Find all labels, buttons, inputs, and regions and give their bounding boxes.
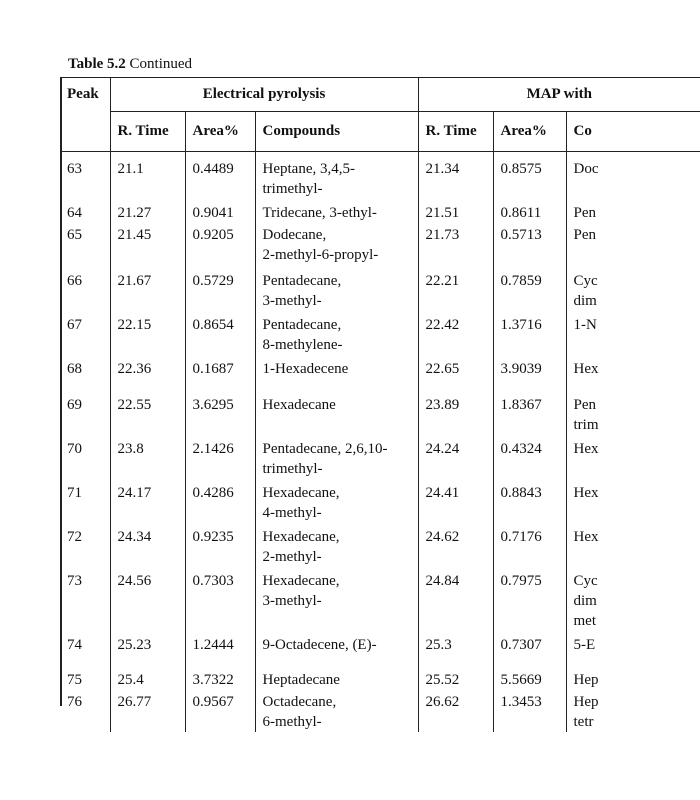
cell-line: Pentadecane, (262, 317, 342, 333)
cell-line: 0.7975 (500, 573, 542, 589)
cell-line: 5-E (573, 637, 596, 653)
cell-line: 21.45 (117, 227, 152, 243)
cell-line: 6-methyl- (262, 714, 322, 730)
cell-area (185, 223, 255, 265)
cell-area (185, 567, 255, 631)
cell-line: met (573, 613, 597, 629)
cell-line: Pen (573, 205, 597, 221)
cell-compound (255, 311, 418, 355)
cell-line: 9-Octadecene, (E)- (262, 637, 377, 653)
cell-compound (255, 223, 418, 265)
cell-line: 5.5669 (500, 672, 542, 688)
cell-line: Heptane, 3,4,5- (262, 161, 355, 177)
cell-area (185, 311, 255, 355)
cell-line: 3.6295 (192, 397, 234, 413)
cell-rtime (110, 567, 185, 631)
cell-line: 68 (67, 361, 82, 377)
cell-compound-2 (566, 152, 700, 200)
cell-line: Hexadecane (262, 397, 336, 413)
cell-line: 26.77 (117, 694, 152, 710)
cell-line: Pentadecane, (262, 273, 342, 289)
cell-peak (60, 631, 110, 655)
cell-peak (60, 690, 110, 732)
cell-compound (255, 152, 418, 200)
cell-compound-2 (566, 223, 700, 265)
cell-rtime-2 (418, 690, 493, 732)
cell-line: 4-methyl- (262, 505, 322, 521)
cell-rtime-2 (418, 435, 493, 479)
table-row (60, 152, 700, 200)
cell-line: 22.55 (117, 397, 152, 413)
cell-line: 24.56 (117, 573, 152, 589)
cell-rtime (110, 355, 185, 379)
cell-line: 0.7307 (500, 637, 542, 653)
cell-line: Heptadecane (262, 672, 340, 688)
cell-line: Dodecane, (262, 227, 327, 243)
cell-line: 22.65 (425, 361, 460, 377)
cell-line: 73 (67, 573, 82, 589)
cell-line: 66 (67, 273, 82, 289)
cell-line: 25.23 (117, 637, 152, 653)
cell-line: 1-Hexadecene (262, 361, 349, 377)
cell-peak (60, 199, 110, 223)
cell-line: 1.3453 (500, 694, 542, 710)
header-group-map: MAP with (418, 78, 700, 112)
cell-line: 1.8367 (500, 397, 542, 413)
table-row (60, 311, 700, 355)
header-compounds: Compounds (255, 112, 418, 152)
cell-line: Hex (573, 485, 599, 501)
cell-line: 24.24 (425, 441, 460, 457)
cell-line: 0.8575 (500, 161, 542, 177)
cell-compound-2 (566, 199, 700, 223)
cell-area-2 (493, 379, 566, 435)
cell-line: 0.9567 (192, 694, 234, 710)
cell-compound (255, 265, 418, 311)
cell-rtime (110, 479, 185, 523)
cell-compound-2 (566, 265, 700, 311)
cell-rtime (110, 523, 185, 567)
cell-rtime (110, 631, 185, 655)
cell-area (185, 655, 255, 690)
table-left-border (60, 77, 62, 706)
cell-area-2 (493, 479, 566, 523)
cell-line: 22.36 (117, 361, 152, 377)
cell-area-2 (493, 355, 566, 379)
cell-line: 67 (67, 317, 82, 333)
cell-compound-2 (566, 435, 700, 479)
cell-line: 0.8654 (192, 317, 234, 333)
cell-area-2 (493, 265, 566, 311)
cell-line: 71 (67, 485, 82, 501)
cell-compound (255, 567, 418, 631)
header-rtime: R. Time (110, 112, 185, 152)
cell-rtime (110, 311, 185, 355)
cell-area-2 (493, 690, 566, 732)
cell-line: 65 (67, 227, 82, 243)
cell-line: 75 (67, 672, 82, 688)
cell-rtime (110, 435, 185, 479)
cell-line: Tridecane, 3-ethyl- (262, 205, 377, 221)
cell-compound (255, 690, 418, 732)
cell-line: 22.42 (425, 317, 460, 333)
cell-line: 26.62 (425, 694, 460, 710)
cell-line: Hexadecane, (262, 573, 340, 589)
cell-line: 2-methyl-6-propyl- (262, 247, 379, 263)
table-body (60, 152, 700, 733)
cell-line: 3-methyl- (262, 293, 322, 309)
cell-line: Pen (573, 397, 597, 413)
cell-line: Doc (573, 161, 599, 177)
cell-line: 22.15 (117, 317, 152, 333)
cell-line: 0.4286 (192, 485, 234, 501)
cell-line: 24.84 (425, 573, 460, 589)
cell-peak (60, 567, 110, 631)
cell-compound-2 (566, 355, 700, 379)
cell-compound (255, 655, 418, 690)
cell-line: trimethyl- (262, 181, 323, 197)
cell-line: dim (573, 593, 597, 609)
cell-compound (255, 631, 418, 655)
cell-line: 0.9235 (192, 529, 234, 545)
cell-line: 0.8843 (500, 485, 542, 501)
cell-line: 0.7176 (500, 529, 542, 545)
cell-line: 22.21 (425, 273, 460, 289)
cell-line: Pen (573, 227, 597, 243)
cell-rtime-2 (418, 567, 493, 631)
cell-line: 24.17 (117, 485, 152, 501)
cell-line: Hep (573, 694, 599, 710)
table-row (60, 523, 700, 567)
cell-line: 64 (67, 205, 82, 221)
cell-area-2 (493, 655, 566, 690)
cell-line: 2.1426 (192, 441, 234, 457)
cell-line: 21.73 (425, 227, 460, 243)
cell-peak (60, 152, 110, 200)
cell-line: 70 (67, 441, 82, 457)
cell-line: 0.5729 (192, 273, 234, 289)
header-area: Area% (185, 112, 255, 152)
cell-area (185, 152, 255, 200)
header-rtime-2: R. Time (418, 112, 493, 152)
cell-compound (255, 479, 418, 523)
cell-area (185, 523, 255, 567)
cell-peak (60, 479, 110, 523)
cell-peak (60, 355, 110, 379)
cell-rtime (110, 223, 185, 265)
cell-rtime-2 (418, 311, 493, 355)
table-row (60, 690, 700, 732)
cell-rtime-2 (418, 355, 493, 379)
cell-line: 21.1 (117, 161, 144, 177)
cell-line: 74 (67, 637, 82, 653)
cell-rtime-2 (418, 152, 493, 200)
cell-area-2 (493, 523, 566, 567)
table-row (60, 435, 700, 479)
table-row (60, 379, 700, 435)
header-compounds-2: Co (566, 112, 700, 152)
cell-line: 21.34 (425, 161, 460, 177)
cell-compound (255, 523, 418, 567)
cell-line: 3.9039 (500, 361, 542, 377)
cell-line: 8-methylene- (262, 337, 343, 353)
cell-area (185, 690, 255, 732)
table-row (60, 567, 700, 631)
cell-line: 0.7303 (192, 573, 234, 589)
cell-peak (60, 379, 110, 435)
cell-line: Hex (573, 441, 599, 457)
cell-line: 1.2444 (192, 637, 234, 653)
cell-line: 0.9205 (192, 227, 234, 243)
cell-line: 21.51 (425, 205, 460, 221)
cell-line: 3-methyl- (262, 593, 322, 609)
cell-rtime (110, 690, 185, 732)
cell-peak (60, 265, 110, 311)
cell-rtime (110, 655, 185, 690)
cell-compound-2 (566, 479, 700, 523)
table-row (60, 479, 700, 523)
cell-peak (60, 311, 110, 355)
cell-rtime (110, 152, 185, 200)
cell-line: 3.7322 (192, 672, 234, 688)
cell-rtime-2 (418, 655, 493, 690)
cell-rtime-2 (418, 379, 493, 435)
cell-line: Hep (573, 672, 599, 688)
cell-rtime-2 (418, 523, 493, 567)
table-label: Table 5.2 (68, 56, 126, 72)
cell-area-2 (493, 631, 566, 655)
cell-line: tetr (573, 714, 594, 730)
cell-area-2 (493, 152, 566, 200)
data-table (60, 77, 700, 732)
cell-area-2 (493, 311, 566, 355)
cell-line: 0.5713 (500, 227, 542, 243)
cell-line: 0.1687 (192, 361, 234, 377)
cell-line: Pentadecane, 2,6,10- (262, 441, 388, 457)
cell-line: 0.7859 (500, 273, 542, 289)
cell-line: 24.34 (117, 529, 152, 545)
cell-line: 2-methyl- (262, 549, 322, 565)
cell-line: 1-N (573, 317, 597, 333)
cell-rtime-2 (418, 265, 493, 311)
cell-rtime-2 (418, 223, 493, 265)
cell-line: 69 (67, 397, 82, 413)
cell-line: trimethyl- (262, 461, 323, 477)
table-caption (68, 56, 192, 73)
cell-peak (60, 655, 110, 690)
cell-area (185, 435, 255, 479)
header-area-2: Area% (493, 112, 566, 152)
cell-area-2 (493, 435, 566, 479)
cell-area (185, 379, 255, 435)
cell-line: 63 (67, 161, 82, 177)
table-row (60, 631, 700, 655)
cell-peak (60, 223, 110, 265)
cell-compound-2 (566, 523, 700, 567)
cell-compound-2 (566, 567, 700, 631)
table-row (60, 355, 700, 379)
table-row (60, 655, 700, 690)
cell-line: 25.3 (425, 637, 452, 653)
table-row (60, 199, 700, 223)
cell-peak (60, 523, 110, 567)
cell-area (185, 479, 255, 523)
cell-line: Octadecane, (262, 694, 337, 710)
cell-compound-2 (566, 379, 700, 435)
cell-line: 0.4324 (500, 441, 542, 457)
cell-compound (255, 435, 418, 479)
cell-spacer (263, 611, 418, 631)
cell-line: trim (573, 417, 599, 433)
cell-line: 21.27 (117, 205, 152, 221)
cell-compound (255, 199, 418, 223)
cell-line: 24.62 (425, 529, 460, 545)
table-row (60, 223, 700, 265)
header-group-electrical: Electrical pyrolysis (110, 78, 418, 112)
cell-compound (255, 355, 418, 379)
cell-area (185, 631, 255, 655)
cell-line: Hex (573, 361, 599, 377)
table-row (60, 265, 700, 311)
cell-line: Hexadecane, (262, 485, 340, 501)
table-caption-text: Continued (129, 56, 193, 72)
cell-line: 0.9041 (192, 205, 234, 221)
cell-line: 0.4489 (192, 161, 234, 177)
cell-line: 1.3716 (500, 317, 542, 333)
cell-line: Hexadecane, (262, 529, 340, 545)
cell-area-2 (493, 199, 566, 223)
cell-rtime-2 (418, 479, 493, 523)
cell-line: 24.41 (425, 485, 460, 501)
cell-area (185, 199, 255, 223)
cell-line: Cyc (573, 573, 598, 589)
cell-compound-2 (566, 655, 700, 690)
cell-line: 23.8 (117, 441, 144, 457)
cell-line: Hex (573, 529, 599, 545)
cell-compound-2 (566, 690, 700, 732)
cell-rtime-2 (418, 631, 493, 655)
cell-rtime (110, 265, 185, 311)
cell-peak (60, 435, 110, 479)
cell-line: 23.89 (425, 397, 460, 413)
cell-rtime-2 (418, 199, 493, 223)
cell-area (185, 265, 255, 311)
cell-line: 76 (67, 694, 82, 710)
cell-line: 25.52 (425, 672, 460, 688)
cell-line: Cyc (573, 273, 598, 289)
cell-line: 0.8611 (500, 205, 542, 221)
cell-area-2 (493, 567, 566, 631)
cell-compound-2 (566, 311, 700, 355)
cell-compound-2 (566, 631, 700, 655)
cell-compound (255, 379, 418, 435)
table-container (60, 77, 599, 730)
cell-line: 25.4 (117, 672, 144, 688)
header-peak: Peak (60, 78, 110, 152)
cell-rtime (110, 379, 185, 435)
cell-line: 72 (67, 529, 82, 545)
cell-line: 21.67 (117, 273, 152, 289)
cell-line: dim (573, 293, 597, 309)
cell-area-2 (493, 223, 566, 265)
cell-rtime (110, 199, 185, 223)
cell-area (185, 355, 255, 379)
